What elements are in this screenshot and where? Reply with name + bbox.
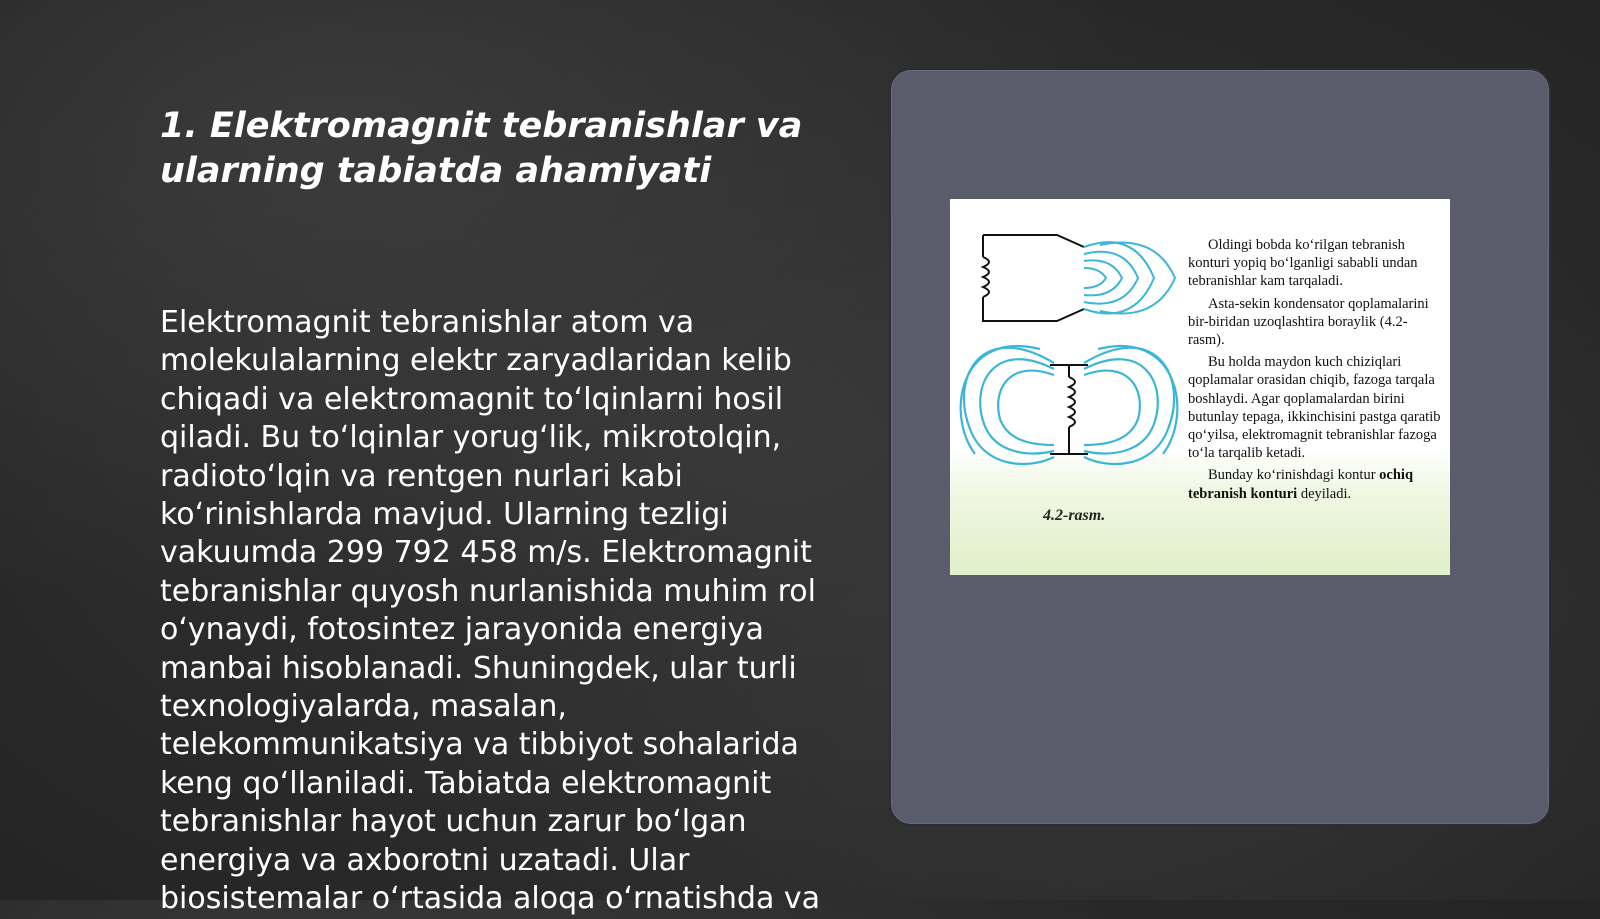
figure-paragraph-3: Bu holda maydon kuch chiziqlari qoplamalar orasidan chiqib, fazoga tarqala boshlaydi. Agar qoplamalardan birini butunlay tepaga, ikkinchisini pastga qaratib qo‘yilsa, elektromagnit tebranishlar fazoga to‘la tarqalib ketadi. bbox=[1188, 354, 1441, 462]
figure-paragraph-2: Asta-sekin kondensator qoplamalarini bir-biridan uzoqlashtira boraylik (4.2-rasm). bbox=[1188, 295, 1429, 349]
figure-paragraph-1: Oldingi bobda ko‘rilgan tebranish konturi yopiq bo‘lganligi sababli undan tebranishlar kam tarqaladi. bbox=[1188, 237, 1418, 290]
figure-term-bold: ochiq tebranish konturi bbox=[1188, 467, 1414, 502]
textbook-figure bbox=[950, 199, 1450, 575]
figure-paragraph-4-start: Bunday ko‘rinishdagi kontur bbox=[1208, 467, 1376, 484]
figure-paragraph-4-end: deyiladi. bbox=[1300, 485, 1352, 502]
field-lines-top bbox=[1084, 242, 1175, 313]
slide-body-text: Elektromagnit tebranishlar atom va molekulalarning elektr zaryadlaridan kelib chiqadi va elektromagnit toʻlqinlarni hosil qiladi. Bu toʻlqinlar yorugʻlik, mikrotolqin, radiotoʻlqin va rentgen nurlari kabi koʻrinishlarda mavjud. Ularning tezligi vakuumda 299 792 458 m/s. Elektromagnit tebranishlar quyosh nurlanishida muhim rol oʻynaydi, fotosintez jarayonida energiya manbai hisoblanadi. Shuningdek, ular turli texnologiyalarda, masalan, telekommunikatsiya va tibbiyot sohalarida keng qoʻllaniladi. Tabiatda elektromagnit tebranishlar hayot uchun zarur boʻlgan energiya va axborotni uzatadi. Ular biosistemalar oʻrtasida aloqa oʻrnatishda va bbox=[160, 305, 821, 917]
figure-paragraph-4 bbox=[1188, 466, 1444, 502]
slide-title: 1. Elektromagnit tebranishlar va ularning tabiatda ahamiyati bbox=[160, 106, 803, 191]
figure-caption: 4.2-rasm. bbox=[1043, 507, 1106, 524]
open-circuit-drawing bbox=[1050, 365, 1088, 454]
figure-text bbox=[1188, 236, 1444, 503]
closed-circuit-drawing bbox=[983, 235, 1084, 321]
